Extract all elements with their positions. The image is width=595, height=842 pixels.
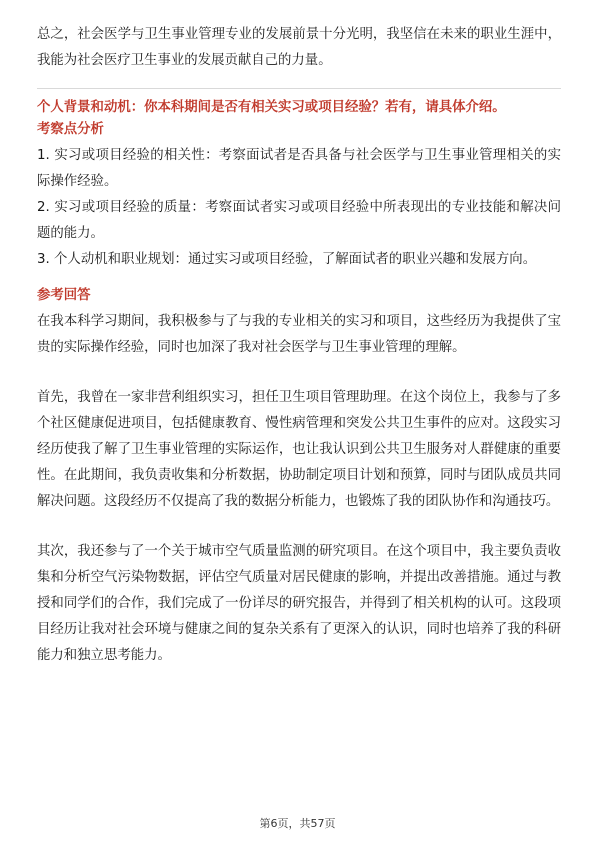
closing-paragraph: 总之，社会医学与卫生事业管理专业的发展前景十分光明，我坚信在未来的职业生涯中，我能为社会医疗卫生事业的发展贡献自己的力量。 (37, 27, 561, 68)
page-number: 第6页，共57页 (259, 817, 336, 830)
document-page (37, 22, 561, 669)
answer-paragraph: 在我本科学习期间，我积极参与了与我的专业相关的实习和项目，这些经历为我提供了宝贵的实际操作经验，同时也加深了我对社会医学与卫生事业管理的理解。 (37, 314, 561, 355)
answer-paragraph: 首先，我曾在一家非营利组织实习，担任卫生项目管理助理。在这个岗位上，我参与了多个社区健康促进项目，包括健康教育、慢性病管理和突发公共卫生事件的应对。这段实习经历使我了解了卫生事业管理的实际运作，也让我认识到公共卫生服务对人群健康的重要性。在此期间，我负责收集和分析数据，协助制定项目计划和预算，同时与团队成员共同解决问题。这段经历不仅提高了我的数据分析能力，也锻炼了我的团队协作和沟通技巧。 (37, 390, 561, 509)
answer-paragraph: 其次，我还参与了一个关于城市空气质量监测的研究项目。在这个项目中，我主要负责收集和分析空气污染物数据，评估空气质量对居民健康的影响，并提出改善措施。通过与教授和同学们的合作，我们完成了一份详尽的研究报告，并得到了相关机构的认可。这段项目经历让我对社会环境与健康之间的复杂关系有了更深入的认识，同时也培养了我的科研能力和独立思考能力。 (37, 544, 561, 663)
analysis-item: 3. 个人动机和职业规划：通过实习或项目经验，了解面试者的职业兴趣和发展方向。 (37, 252, 537, 267)
section-divider (37, 88, 561, 89)
paragraph-gap (37, 361, 561, 385)
analysis-heading: 考察点分析 (37, 122, 104, 137)
analysis-item: 2. 实习或项目经验的质量：考察面试者实习或项目经验中所表现出的专业技能和解决问题的能力。 (37, 200, 561, 241)
analysis-item: 1. 实习或项目经验的相关性：考察面试者是否具备与社会医学与卫生事业管理相关的实际操作经验。 (37, 148, 561, 189)
answer-heading: 参考回答 (37, 288, 91, 303)
paragraph-gap (37, 515, 561, 539)
interview-question: 个人背景和动机：你本科期间是否有相关实习或项目经验？若有，请具体介绍。 (37, 100, 506, 115)
